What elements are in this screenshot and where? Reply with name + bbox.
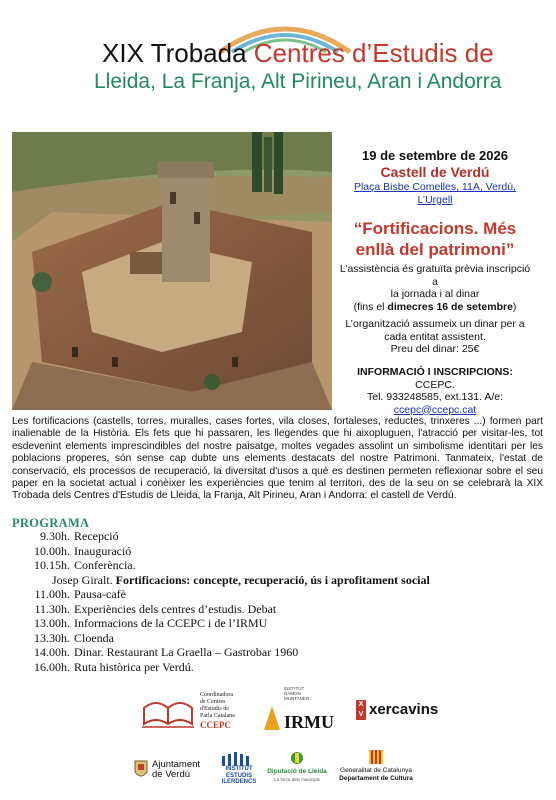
- xerca-mark-bottom: V: [358, 711, 364, 718]
- programme-item: [16, 558, 430, 573]
- xerca-mark-top: X: [358, 701, 364, 708]
- ccepc-line-2: de Centres: [200, 699, 226, 705]
- info-line-3: [336, 301, 534, 314]
- info-line-3-post: ): [512, 300, 517, 313]
- item-time: 16.00h.: [34, 659, 70, 674]
- book-icon: [140, 696, 196, 730]
- contact-heading: INFORMACIÓ I INSCRIPCIONS:: [357, 366, 513, 378]
- item-label: Cloenda: [74, 630, 114, 645]
- generalitat-logo: [330, 750, 422, 786]
- attendance-info: [336, 263, 534, 313]
- ccepc-line-1: Coordinadora: [200, 692, 233, 698]
- topic-line-2: enllà del patrimoni”: [355, 240, 515, 259]
- castle-photo: [12, 132, 332, 410]
- irmu-mark-icon: [262, 702, 282, 732]
- description-paragraph: Les fortificacions (castells, torres, muralles, cases fortes, vila closes, fortaleses, reductes, trinxeres ...) formen part inalienable de la Història. Els fets que hi passaren, les llegendes que hi aixopluguen, l'atracció per visitar-les, tot esdevenint elements imprescindibles del nostre paisatge, moltes vegades assolint un simbolisme identitari per les poblacions properes, són sense cap dubte uns elements destacats del nostre Patrimoni. Tanmateix, l'estat de conservació, els processos de recuperació, la diversitat d'usos a què es destinen permeten reflexionar sobre el seu paper en la societat actual i conèixer les experiències que tenim al territori, des de la seu on se celebrarà la XIX Trobada dels Centres d'Estudis de Lleida, la Franja, Alt Pirineu, Aran i Andorra: el castell de Verdú.: [12, 416, 543, 502]
- food-line-2: cada entitat assistent.: [384, 330, 486, 343]
- item-label: Conferència.: [74, 558, 136, 572]
- address-line-2: L’Urgell: [417, 194, 453, 206]
- town-shield-icon: [134, 760, 148, 780]
- event-topic: [336, 218, 534, 260]
- item-label: Pausa-cafè: [74, 587, 126, 601]
- programme-item: [16, 631, 430, 646]
- contact-line-1: [336, 366, 534, 391]
- item-label: Dinar. Restaurant La Graella – Gastrobar 1960: [74, 645, 299, 659]
- conference-speaker: Josep Giralt.: [52, 572, 116, 587]
- item-time: 11.30h.: [34, 601, 70, 616]
- xercavins-mark-icon: [356, 700, 366, 720]
- conference-detail: [16, 573, 430, 588]
- item-time: 9.30h.: [40, 529, 70, 543]
- lunch-info: [336, 318, 534, 356]
- ccepc-logo: [140, 692, 270, 736]
- item-label: Informacions de la CCEPC i de l’IRMU: [74, 616, 268, 630]
- ccepc-line-4: Parla Catalana: [200, 713, 235, 719]
- food-line-3: Preu del dinar: 25€: [390, 343, 480, 355]
- programme-item: [16, 529, 430, 544]
- diputacio-tagline: La força dels municipis: [274, 777, 320, 782]
- ccepc-line-3: d'Estudis de: [200, 706, 229, 712]
- irmu-logo: [262, 686, 334, 738]
- iei-bars-icon: [218, 752, 258, 766]
- contact-org: CCEPC.: [415, 378, 455, 391]
- programme-title: PROGRAMA: [12, 516, 90, 530]
- programme-item: [16, 544, 430, 559]
- header-subtitle: Lleida, La Franja, Alt Pirineu, Aran i Andorra: [94, 70, 502, 93]
- item-time: 14.00h.: [34, 645, 70, 659]
- iei-line-2: ESTUDIS: [225, 772, 252, 779]
- item-time: 10.00h.: [34, 543, 70, 558]
- edition-label: XIX Trobada: [102, 38, 247, 68]
- programme-list: [16, 529, 430, 674]
- event-address[interactable]: [336, 181, 534, 207]
- diputacio-logo: [264, 750, 330, 788]
- item-time: 13.30h.: [34, 630, 70, 645]
- title-label: Centres d’Estudis de: [253, 38, 494, 68]
- contact-email-link[interactable]: ccepc@ccepc.cat: [393, 403, 477, 416]
- iei-line-1: INSTITUT: [225, 766, 253, 772]
- item-time: 11.00h.: [34, 587, 70, 601]
- diputacio-name: Diputació de Lleida: [267, 768, 327, 775]
- ajuntament-line-1: Ajuntament: [152, 759, 201, 770]
- event-date: 19 de setembre de 2026: [362, 148, 508, 163]
- header-title: [102, 38, 494, 68]
- info-line-2: la jornada i al dinar: [390, 288, 480, 300]
- iei-logo: [214, 752, 264, 788]
- topic-line-1: “Fortificacions. Més: [353, 219, 517, 238]
- programme-item: [16, 587, 430, 602]
- irmu-text: IRMU: [284, 712, 334, 732]
- contact-info: [336, 366, 534, 416]
- contact-phone: Tel. 933248585, ext.131. A/e:: [366, 391, 504, 403]
- ajuntament-logo: [134, 758, 214, 784]
- registration-deadline: dimecres 16 de setembre: [387, 300, 513, 313]
- programme-item: [16, 616, 430, 631]
- event-place: Castell de Verdú: [380, 164, 490, 180]
- item-label: Recepció: [74, 529, 119, 543]
- programme-item: [16, 660, 430, 675]
- generalitat-line-2: Departament de Cultura: [339, 774, 413, 782]
- generalitat-flag-icon: [369, 750, 383, 764]
- conference-title: Fortificacions: concepte, recuperació, ús i aprofitament social: [115, 572, 430, 587]
- food-line-1: L’organització assumeix un dinar per a: [345, 318, 525, 330]
- iei-line-3: ILERDENCS: [221, 779, 257, 785]
- info-line-3-pre: (fins el: [353, 300, 388, 313]
- generalitat-line-1: Generalitat de Catalunya: [340, 767, 412, 774]
- item-label: Ruta històrica per Verdú.: [74, 659, 194, 674]
- item-label: Experiències dels centres d’estudis. Debat: [74, 601, 277, 616]
- item-time: 10.15h.: [34, 558, 70, 572]
- item-label: Inauguració: [74, 543, 132, 558]
- address-line-1: Plaça Bisbe Comelles, 11A, Verdú,: [353, 181, 517, 193]
- irmu-small-text: INSTITUT RAMON MUNTANER: [284, 686, 310, 701]
- programme-item: [16, 645, 430, 660]
- xercavins-text: xercavins: [369, 701, 439, 718]
- diputacio-emblem-icon: [289, 750, 305, 766]
- ajuntament-line-2: de Verdú: [152, 769, 191, 780]
- item-time: 13.00h.: [34, 616, 70, 630]
- ccepc-acronym: CCEPC: [200, 720, 231, 730]
- programme-item: [16, 602, 430, 617]
- xercavins-logo: [356, 700, 439, 720]
- info-line-1: L’assistència és gratuïta prèvia inscripció a: [339, 263, 531, 288]
